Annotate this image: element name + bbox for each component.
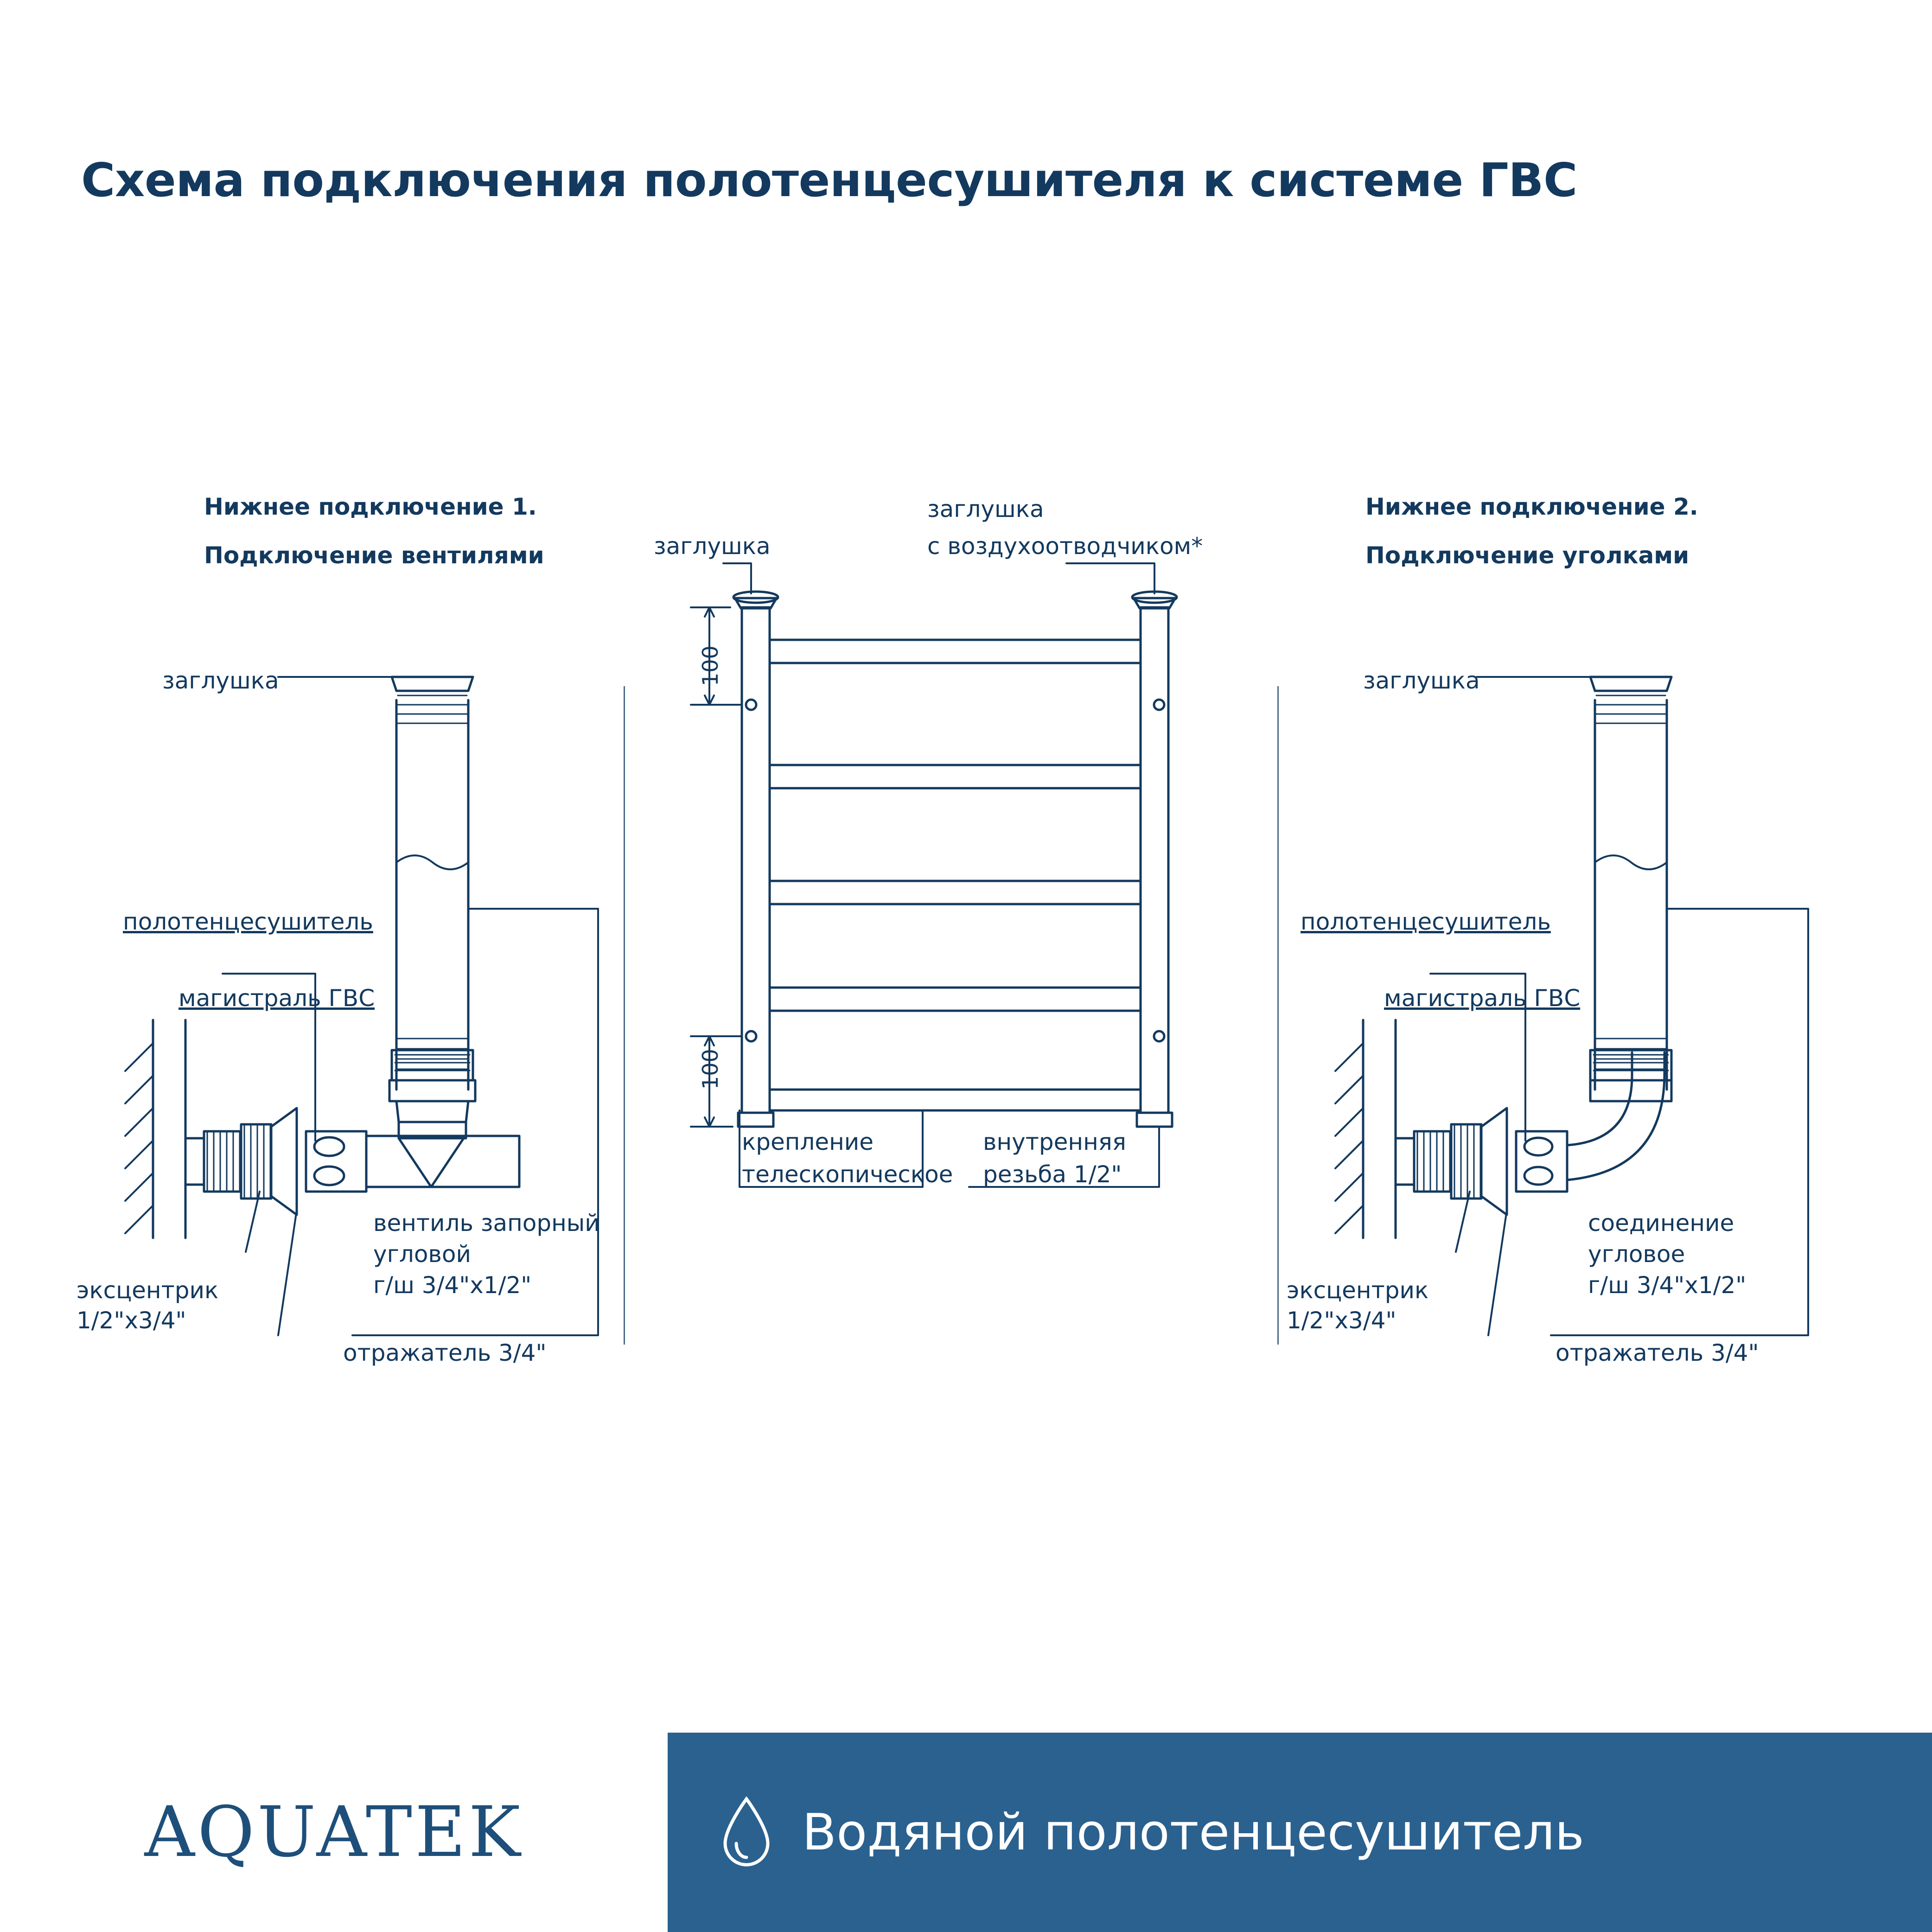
right-heading-line2: Подключение уголками bbox=[1365, 542, 1690, 569]
divider-right bbox=[1277, 686, 1279, 1345]
right-label-main: магистраль ГВС bbox=[1384, 985, 1581, 1012]
center-dim-top: 100 bbox=[698, 645, 723, 686]
center-dim-bottom: 100 bbox=[698, 1049, 723, 1090]
center-label-thread-1: внутренняя bbox=[983, 1129, 1126, 1155]
center-label-mount-1: крепление bbox=[742, 1129, 874, 1155]
water-drop-icon bbox=[719, 1795, 774, 1869]
center-label-thread-2: резьба 1/2" bbox=[983, 1161, 1122, 1188]
right-heading-line1: Нижнее подключение 2. bbox=[1365, 493, 1698, 520]
center-label-mount-2: телескопическое bbox=[742, 1161, 953, 1188]
footer-logo-area bbox=[0, 1733, 668, 1932]
right-label-plug: заглушка bbox=[1363, 667, 1480, 694]
right-label-corner-3: г/ш 3/4"х1/2" bbox=[1588, 1272, 1747, 1299]
center-label-plug-air-2: с воздухоотводчиком* bbox=[927, 533, 1203, 560]
left-label-reflector: отражатель 3/4" bbox=[343, 1339, 547, 1366]
left-label-main: магистраль ГВС bbox=[179, 985, 375, 1012]
page-title: Схема подключения полотенцесушителя к системе ГВС bbox=[81, 153, 1577, 207]
left-label-dryer: полотенцесушитель bbox=[123, 908, 373, 935]
footer-tagline: Водяной полотенцесушитель bbox=[802, 1803, 1585, 1862]
footer-bar bbox=[0, 1733, 1932, 1932]
divider-left bbox=[624, 686, 625, 1345]
right-label-eccentric-2: 1/2"х3/4" bbox=[1287, 1307, 1396, 1334]
brand-name: AQUATEK bbox=[144, 1792, 523, 1873]
right-label-reflector: отражатель 3/4" bbox=[1556, 1339, 1759, 1366]
center-label-plug: заглушка bbox=[654, 533, 771, 560]
left-heading-line2: Подключение вентилями bbox=[204, 542, 544, 569]
right-label-eccentric-1: эксцентрик bbox=[1287, 1277, 1429, 1304]
left-label-eccentric-2: 1/2"х3/4" bbox=[77, 1307, 186, 1334]
right-label-corner-2: угловое bbox=[1588, 1241, 1685, 1268]
left-label-valve-1: вентиль запорный bbox=[373, 1210, 600, 1237]
left-label-eccentric-1: эксцентрик bbox=[77, 1277, 219, 1304]
left-label-plug: заглушка bbox=[162, 667, 279, 694]
right-label-dryer: полотенцесушитель bbox=[1301, 908, 1551, 935]
left-heading-line1: Нижнее подключение 1. bbox=[204, 493, 537, 520]
footer-tagline-area bbox=[668, 1733, 1932, 1932]
left-label-valve-3: г/ш 3/4"х1/2" bbox=[373, 1272, 532, 1299]
right-label-corner-1: соединение bbox=[1588, 1210, 1734, 1237]
left-label-valve-2: угловой bbox=[373, 1241, 471, 1268]
center-label-plug-air-1: заглушка bbox=[927, 496, 1044, 523]
